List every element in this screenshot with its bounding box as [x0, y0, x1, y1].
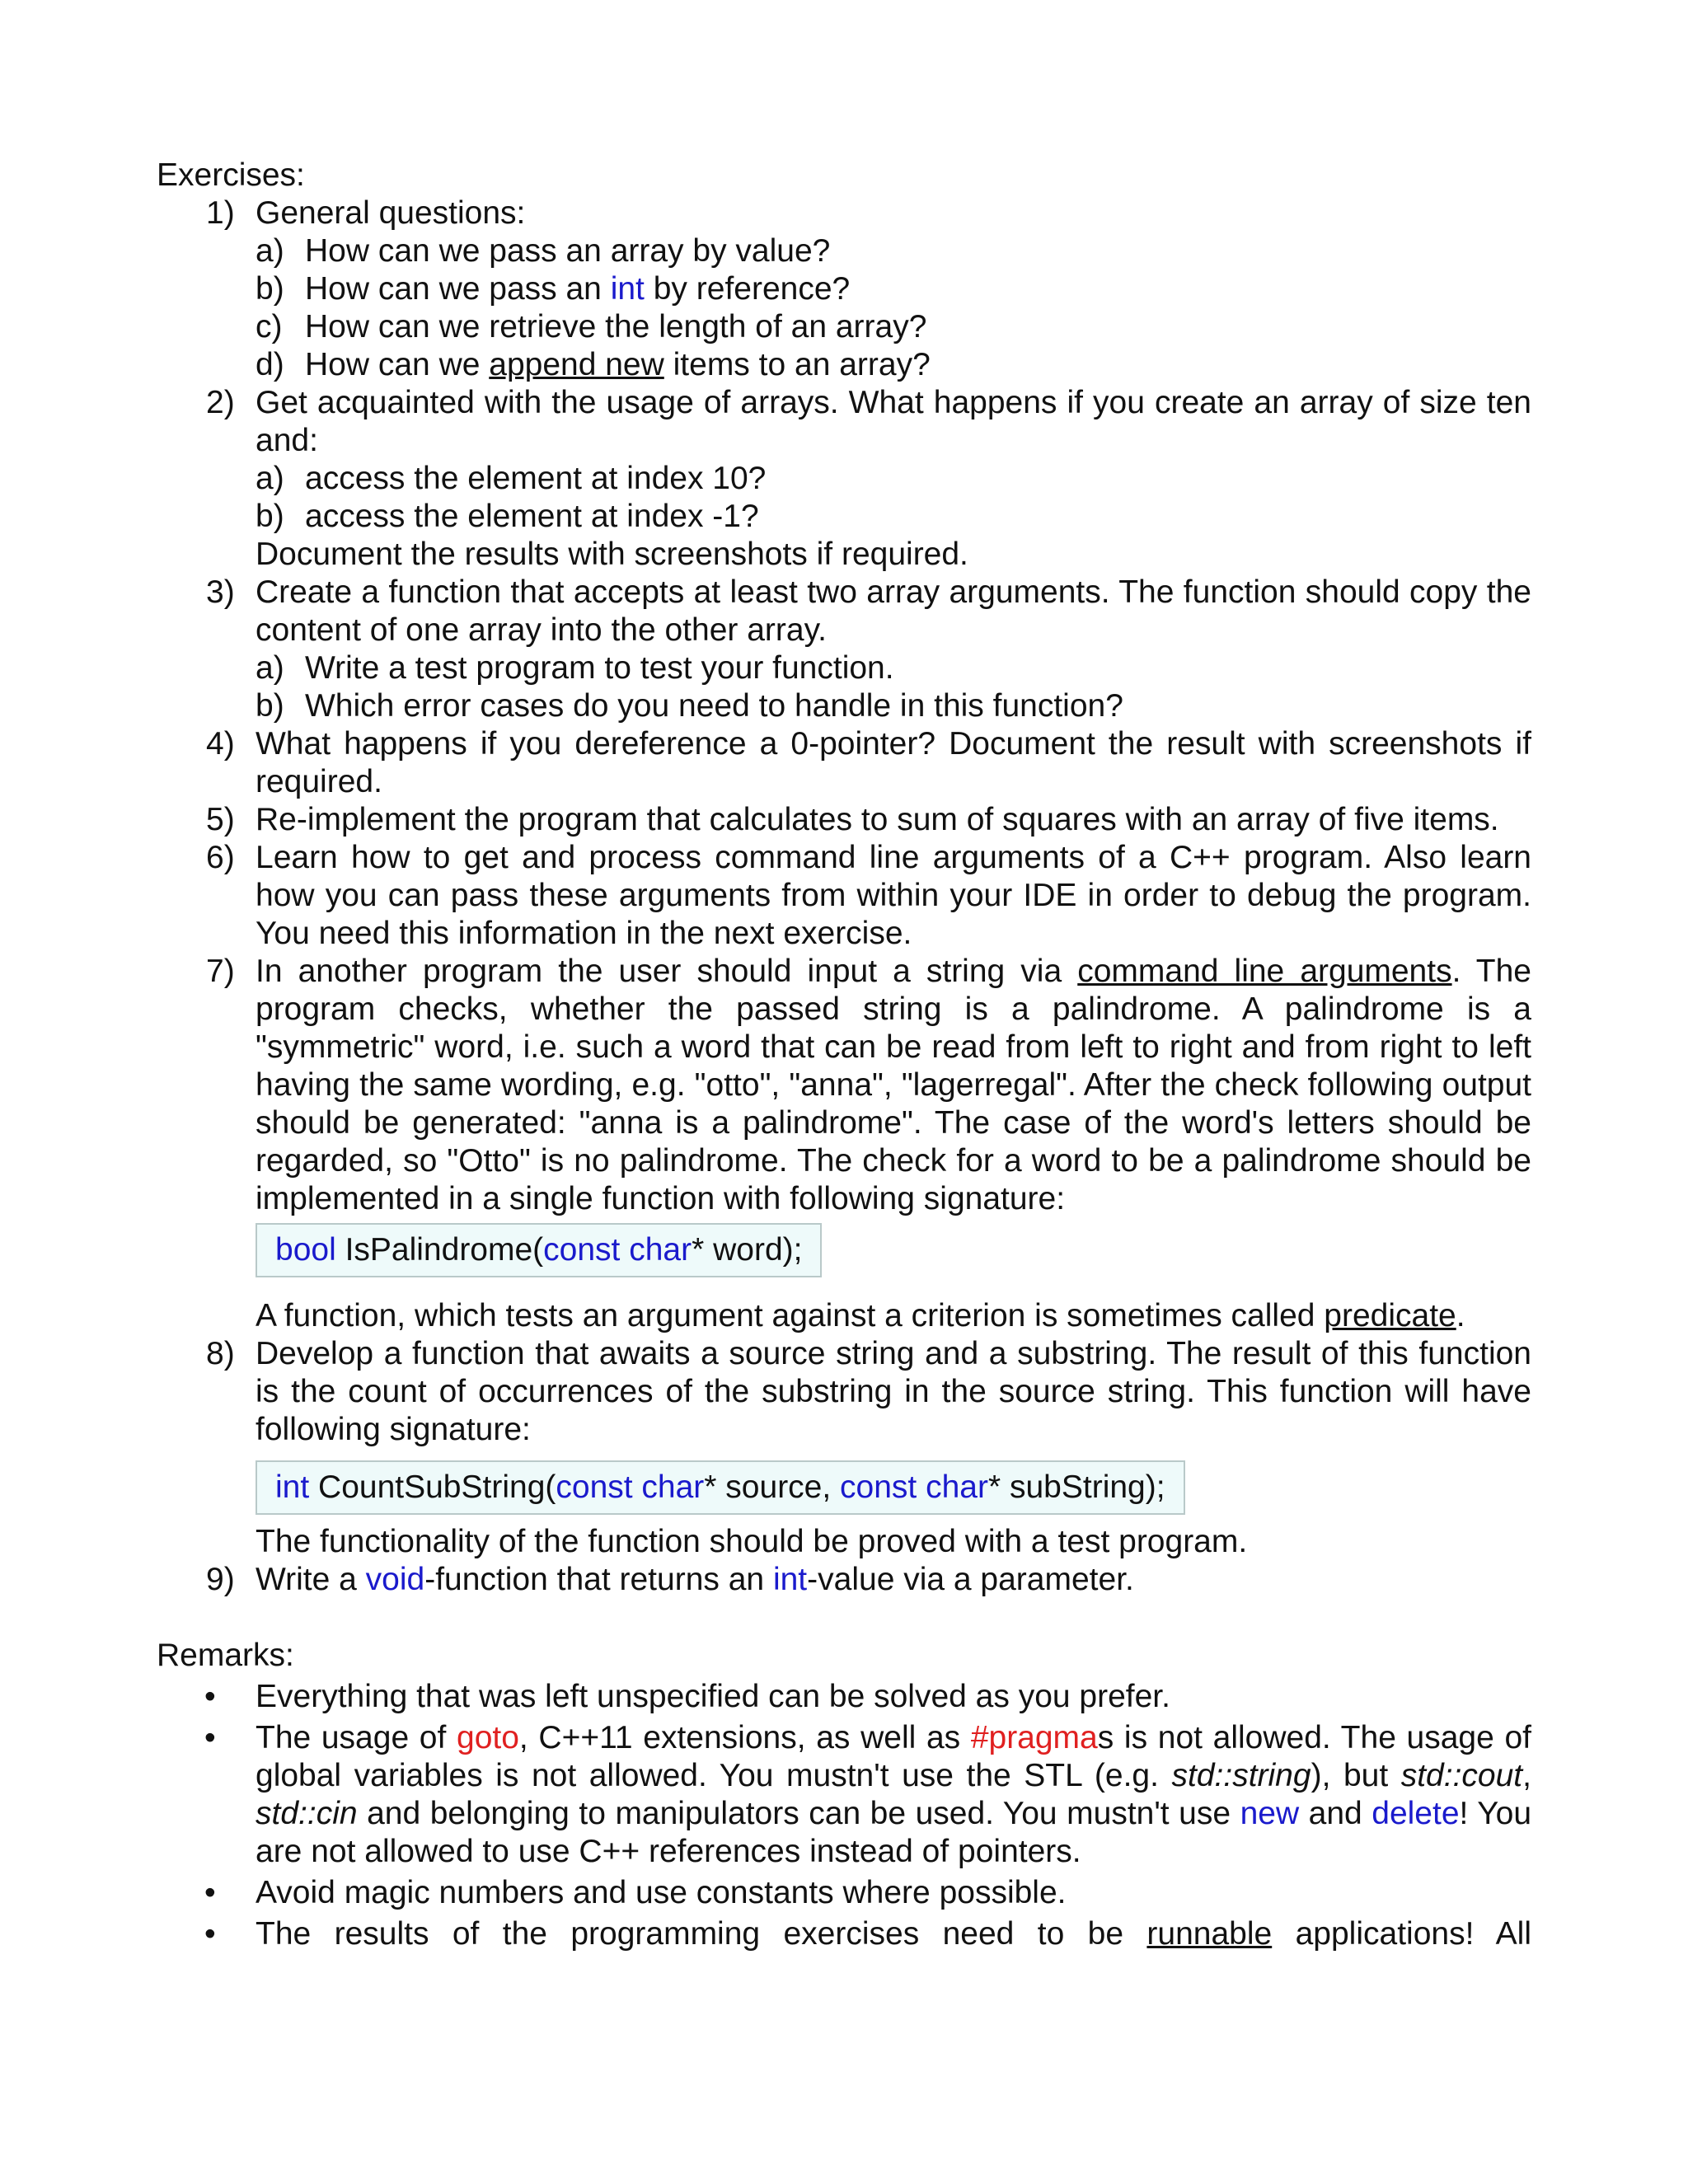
- keyword-goto: goto: [457, 1720, 519, 1755]
- exercise-text: Learn how to get and process command line arguments of a C++ program. Also learn how you can pass these arguments from within your IDE in order to debug the program. You need this information in the next exercise.: [256, 840, 1531, 951]
- keyword-int: int: [610, 271, 645, 307]
- question-3a: a) Write a test program to test your function.: [256, 650, 894, 686]
- exercise-5: 5) Re-implement the program that calculates to sum of squares with an array of five items.: [157, 801, 1531, 839]
- exercise-text: What happens if you dereference a 0-pointer? Document the result with screenshots if required.: [256, 726, 1531, 799]
- question-3b: b) Which error cases do you need to handle in this function?: [256, 688, 1123, 724]
- exercise-2: 2) Get acquainted with the usage of arrays. What happens if you create an array of size ten and: a) access the element at index 10? b) access the element at index -1? Document the results with screenshots if required.: [206, 385, 1531, 572]
- keyword-new: new: [1240, 1796, 1300, 1831]
- exercise-note: A function, which tests an argument against a criterion is sometimes called predicate.: [256, 1298, 1465, 1333]
- remarks-list: [157, 1678, 1531, 1953]
- bullet-icon: •: [204, 1916, 216, 1952]
- question-1a: a) How can we pass an array by value?: [256, 233, 831, 269]
- document-content: [157, 157, 1531, 1953]
- remark-4: • The results of the programming exercises need to be runnable applications! All: [204, 1916, 1531, 1952]
- underlined-text: runnable: [1146, 1916, 1273, 1952]
- exercise-9: 9) Write a void-function that returns an int-value via a parameter.: [157, 1561, 1531, 1599]
- code-signature-ispalindrome: bool IsPalindrome(const char* word);: [256, 1223, 822, 1277]
- exercise-list: [157, 194, 1531, 1599]
- exercise-text: Develop a function that awaits a source string and a substring. The result of this function is the count of occurrences of the substring in the source string. This function will have following signature:: [256, 1336, 1531, 1447]
- bullet-icon: •: [204, 1720, 216, 1755]
- exercise-text: Create a function that accepts at least two array arguments. The function should copy the content of one array into the other array.: [256, 574, 1531, 648]
- exercise-note: The functionality of the function should be proved with a test program.: [256, 1524, 1248, 1559]
- question-2a: a) access the element at index 10?: [256, 461, 767, 496]
- exercises-heading: Exercises:: [157, 157, 305, 193]
- keyword-void: void: [365, 1562, 425, 1597]
- question-1b: b) How can we pass an int by reference?: [256, 271, 851, 307]
- underlined-text: append new: [489, 347, 664, 382]
- exercise-4: 4) What happens if you dereference a 0-pointer? Document the result with screenshots if required.: [206, 726, 1531, 799]
- question-1c: c) How can we retrieve the length of an array?: [256, 309, 927, 344]
- question-2b: b) access the element at index -1?: [256, 499, 759, 534]
- code-signature-countsubstring: int CountSubString(const char* source, const char* subString);: [256, 1460, 1185, 1515]
- keyword-pragma: #pragma: [970, 1720, 1098, 1755]
- exercise-text: General questions:: [256, 195, 526, 231]
- exercise-number: 1): [206, 195, 235, 231]
- remark-1: • Everything that was left unspecified can be solved as you prefer.: [204, 1679, 1170, 1714]
- keyword-int: int: [772, 1562, 808, 1597]
- question-1d: d) How can we append new items to an array?: [256, 347, 931, 382]
- bullet-icon: •: [204, 1875, 216, 1910]
- exercise-7: 7) In another program the user should input a string via command line arguments. The program checks, whether the passed string is a palindrome. A palindrome is a "symmetric" word, i.e. such a word that can be read from left to right and from right to left having the same wording, e.g. "otto", "anna", "lagerregal". After the check following output should be generated: "anna is a palindrome". The case of the word's letters should be regarded, so "Otto" is no palindrome. The check for a word to be a palindrome should be implemented in a single function with following signature: bool IsPalindrome(const char* word); A function, which tests an argument against a criterion is sometimes called predicate.: [206, 954, 1531, 1333]
- exercise-3: 3) Create a function that accepts at least two array arguments. The function should copy the content of one array into the other array. a) Write a test program to test your function. b) Which error cases do you need to handle in this function?: [206, 574, 1531, 724]
- exercise-text: Get acquainted with the usage of arrays. What happens if you create an array of size ten and:: [256, 385, 1531, 458]
- bullet-icon: •: [204, 1679, 216, 1714]
- underlined-text: predicate: [1324, 1298, 1456, 1333]
- remarks-heading: Remarks:: [157, 1638, 294, 1673]
- exercise-text: Re-implement the program that calculates to sum of squares with an array of five items.: [256, 802, 1499, 837]
- exercise-text: In another program the user should input a string via command line arguments. The program checks, whether the passed string is a palindrome. A palindrome is a "symmetric" word, i.e. such a word that can be read from left to right and from right to left having the same wording, e.g. "otto", "anna", "lagerregal". After the check following output should be generated: "anna is a palindrome". The case of the word's letters should be regarded, so "Otto" is no palindrome. The check for a word to be a palindrome should be implemented in a single function with following signature:: [256, 954, 1531, 1216]
- exercise-note: Document the results with screenshots if required.: [256, 537, 968, 572]
- underlined-text: command line arguments: [1077, 954, 1452, 989]
- remark-3: • Avoid magic numbers and use constants where possible.: [204, 1875, 1067, 1910]
- exercise-text: Write a void-function that returns an int-value via a parameter.: [256, 1562, 1134, 1597]
- exercise-1: [157, 194, 1531, 384]
- exercise-8: 8) Develop a function that awaits a source string and a substring. The result of this function is the count of occurrences of the substring in the source string. This function will have following signature: int CountSubString(const char* source, const char* subString); The functionality of the function should be proved with a test program.: [206, 1336, 1531, 1559]
- exercise-6: 6) Learn how to get and process command line arguments of a C++ program. Also learn how you can pass these arguments from within your IDE in order to debug the program. You need this information in the next exercise.: [206, 840, 1531, 951]
- remark-2: • The usage of goto, C++11 extensions, as well as #pragmas is not allowed. The usage of global variables is not allowed. You mustn't use the STL (e.g. std::string), but std::cout, std::cin and belonging to manipulators can be used. You mustn't use new and delete! You are not allowed to use C++ references instead of pointers.: [204, 1720, 1532, 1869]
- keyword-delete: delete: [1372, 1796, 1460, 1831]
